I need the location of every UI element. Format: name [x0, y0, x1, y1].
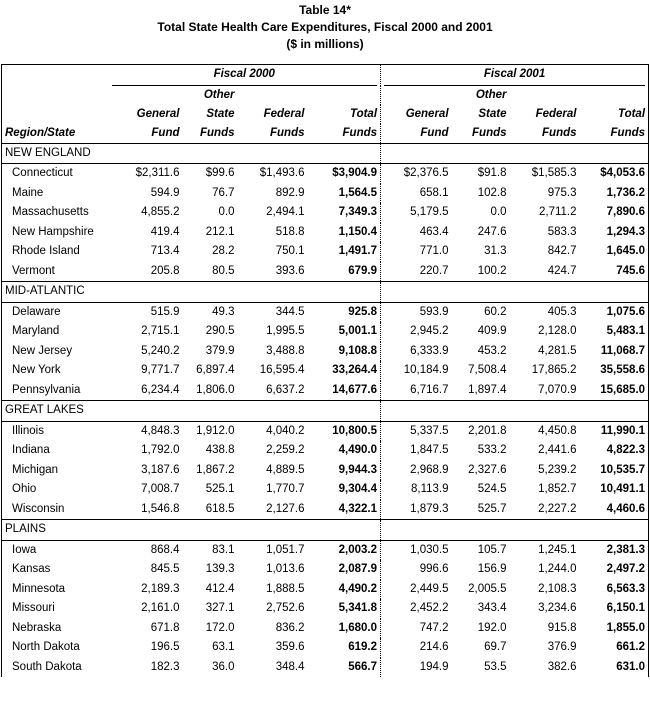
value-cell: 2,161.0 [141, 602, 180, 614]
value-cell: 842.7 [547, 245, 577, 257]
value-cell: 5,483.1 [580, 322, 649, 342]
header-cell: Funds [308, 124, 381, 144]
value-cell: 9,304.4 [308, 480, 381, 500]
table-header [2, 65, 649, 144]
header-cell [510, 86, 580, 105]
value-cell: 379.9 [205, 344, 235, 357]
value-cell: 139.3 [205, 563, 235, 575]
state-name: Illinois [2, 421, 109, 441]
value-cell: 10,491.1 [580, 480, 649, 500]
value-cell: 76.7 [212, 186, 235, 199]
value-cell: 671.8 [150, 621, 180, 634]
value-cell: 63.1 [212, 641, 235, 653]
value-cell: 2,968.9 [410, 463, 449, 476]
table-row [2, 580, 649, 600]
value-cell: 10,800.5 [308, 421, 381, 441]
value-cell: 679.9 [308, 262, 381, 282]
value-cell: 2,752.6 [266, 602, 305, 614]
table-body [2, 143, 649, 677]
table-row [2, 638, 649, 658]
table-title: Total State Health Care Expenditures, Fiscal 2000 and 2001 [157, 20, 493, 34]
value-cell: 2,087.9 [308, 560, 381, 580]
value-cell: 6,637.2 [266, 383, 305, 396]
value-cell: 2,201.8 [468, 424, 507, 437]
value-cell: 343.4 [477, 602, 507, 614]
fiscal-2001-header: Fiscal 2001 [384, 65, 645, 86]
value-cell: 1,736.2 [580, 184, 649, 204]
region-row [2, 143, 649, 164]
state-name: Delaware [2, 302, 109, 322]
table-row [2, 164, 649, 184]
value-cell: 2,189.3 [141, 582, 180, 595]
header-cell [238, 86, 308, 105]
value-cell: 996.6 [419, 563, 449, 575]
table-row [2, 223, 649, 243]
state-name: New York [2, 361, 109, 381]
value-cell: 9,771.7 [141, 364, 180, 376]
value-cell: 6,897.4 [196, 364, 235, 376]
header-cell [2, 105, 109, 124]
value-cell: 69.7 [484, 641, 507, 653]
header-cell [109, 86, 183, 105]
value-cell: 4,490.0 [308, 441, 381, 461]
table-row [2, 599, 649, 619]
value-cell: 4,040.2 [266, 424, 305, 437]
value-cell: 2,327.6 [468, 463, 507, 476]
value-cell: $2,376.5 [403, 167, 449, 179]
state-name: Nebraska [2, 619, 109, 639]
value-cell: 4,322.1 [308, 500, 381, 520]
value-cell: 1,546.8 [141, 502, 180, 515]
state-name: Vermont [2, 262, 109, 282]
state-name: Maryland [2, 322, 109, 342]
value-cell: 1,806.0 [196, 383, 235, 396]
value-cell: 518.8 [275, 225, 305, 238]
value-cell: 49.3 [212, 305, 235, 318]
value-cell: 7,890.6 [580, 203, 649, 223]
value-cell: 1,867.2 [196, 463, 235, 476]
table-row [2, 658, 649, 678]
value-cell: 1,879.3 [410, 502, 449, 515]
value-cell: 33,264.4 [308, 361, 381, 381]
value-cell: 658.1 [419, 186, 449, 199]
region-name: PLAINS [2, 520, 109, 541]
table-row [2, 262, 649, 282]
value-cell: 7,349.3 [308, 203, 381, 223]
value-cell: 1,792.0 [141, 444, 180, 456]
value-cell: 412.4 [205, 582, 235, 595]
state-name: Ohio [2, 480, 109, 500]
value-cell: 1,897.4 [468, 383, 507, 396]
value-cell: 1,075.6 [580, 302, 649, 322]
value-cell: 661.2 [580, 638, 649, 658]
value-cell: 60.2 [484, 305, 507, 318]
header-cell: State [478, 107, 507, 120]
state-name: Minnesota [2, 580, 109, 600]
value-cell: $3,904.9 [308, 164, 381, 184]
value-cell: 868.4 [150, 543, 180, 556]
state-name: North Dakota [2, 638, 109, 658]
value-cell: 156.9 [477, 563, 507, 575]
value-cell: $2,311.6 [135, 167, 180, 179]
state-name: Missouri [2, 599, 109, 619]
value-cell: 713.4 [150, 245, 180, 257]
value-cell: 7,070.9 [538, 383, 577, 396]
value-cell: $91.8 [477, 167, 507, 179]
value-cell: 1,150.4 [308, 223, 381, 243]
table-row [2, 361, 649, 381]
value-cell: 4,822.3 [580, 441, 649, 461]
value-cell: 1,680.0 [308, 619, 381, 639]
value-cell: 845.5 [150, 563, 180, 575]
value-cell: 348.4 [275, 660, 305, 673]
value-cell: 4,855.2 [141, 206, 180, 218]
state-name: Maine [2, 184, 109, 204]
value-cell: 2,497.2 [580, 560, 649, 580]
value-cell: 194.9 [419, 660, 449, 673]
value-cell: 80.5 [212, 264, 235, 277]
value-cell: 4,450.8 [538, 424, 577, 437]
value-cell: 525.7 [477, 502, 507, 515]
value-cell: 925.8 [308, 302, 381, 322]
state-name: Connecticut [2, 164, 109, 184]
table-row [2, 302, 649, 322]
value-cell: 35,558.6 [580, 361, 649, 381]
state-name: Indiana [2, 441, 109, 461]
value-cell: 327.1 [205, 602, 235, 614]
value-cell: 214.6 [419, 641, 449, 653]
value-cell: 463.4 [419, 225, 449, 238]
value-cell: 205.8 [150, 264, 180, 277]
value-cell: 5,341.8 [308, 599, 381, 619]
value-cell: 2,381.3 [580, 540, 649, 560]
header-cell: Federal [535, 107, 577, 120]
value-cell: 10,184.9 [403, 364, 449, 376]
header-cell: Total [308, 105, 381, 124]
value-cell: 424.7 [547, 264, 577, 277]
value-cell: 1,030.5 [410, 543, 449, 556]
value-cell: 1,770.7 [266, 483, 305, 495]
value-cell: 105.7 [477, 543, 507, 556]
region-name: GREAT LAKES [2, 401, 109, 422]
value-cell: 438.8 [205, 444, 235, 456]
value-cell: 747.2 [419, 621, 449, 634]
value-cell: 2,127.6 [266, 502, 305, 515]
value-cell: 915.8 [547, 621, 577, 634]
header-cell: Funds [452, 124, 510, 144]
value-cell: 1,013.6 [266, 563, 305, 575]
value-cell: 5,239.2 [538, 463, 577, 476]
value-cell: 100.2 [477, 264, 507, 277]
header-cell: General [405, 107, 449, 120]
region-name: MID-ATLANTIC [2, 282, 109, 303]
region-row [2, 520, 649, 541]
value-cell: 2,711.2 [539, 206, 577, 218]
value-cell: 290.5 [205, 325, 235, 337]
value-cell: 566.7 [308, 658, 381, 678]
value-cell: 975.3 [547, 186, 577, 199]
table-row [2, 540, 649, 560]
value-cell: 1,051.7 [266, 543, 305, 556]
header-cell: Other [475, 88, 507, 101]
expenditures-table [1, 64, 649, 677]
table-row [2, 203, 649, 223]
header-cell: Other [203, 88, 235, 101]
value-cell: 9,944.3 [308, 461, 381, 481]
value-cell: 4,889.5 [266, 463, 305, 476]
header-cell: Total [580, 105, 649, 124]
value-cell: 102.8 [477, 186, 507, 199]
header-cell: Funds [238, 124, 308, 144]
table-row [2, 322, 649, 342]
value-cell: 5,179.5 [410, 206, 449, 218]
value-cell: 2,441.6 [538, 444, 577, 456]
value-cell: 11,990.1 [580, 421, 649, 441]
value-cell: 836.2 [275, 621, 305, 634]
value-cell: 182.3 [150, 660, 180, 673]
value-cell: $99.6 [205, 167, 235, 179]
value-cell: $4,053.6 [580, 164, 649, 184]
value-cell: 1,294.3 [580, 223, 649, 243]
header-cell: Fund [381, 124, 452, 144]
value-cell: 6,563.3 [580, 580, 649, 600]
value-cell: 10,535.7 [580, 461, 649, 481]
value-cell: 1,245.1 [538, 543, 577, 556]
state-name: New Hampshire [2, 223, 109, 243]
value-cell: 53.5 [484, 660, 507, 673]
state-name: New Jersey [2, 342, 109, 362]
value-cell: 2,003.2 [308, 540, 381, 560]
header-cell: State [206, 107, 235, 120]
value-cell: 1,645.0 [580, 242, 649, 262]
value-cell: 376.9 [547, 641, 577, 653]
value-cell: 6,333.9 [410, 344, 449, 357]
value-cell: 9,108.8 [308, 342, 381, 362]
value-cell: 344.5 [275, 305, 305, 318]
header-cell [381, 86, 452, 105]
region-row [2, 282, 649, 303]
value-cell: 405.3 [547, 305, 577, 318]
header-cell: Funds [580, 124, 649, 144]
table-number: Table 14* [299, 3, 351, 17]
value-cell: 5,240.2 [141, 344, 180, 357]
value-cell: 4,281.5 [538, 344, 577, 357]
region-row [2, 401, 649, 422]
value-cell: 192.0 [477, 621, 507, 634]
value-cell: 3,187.6 [141, 463, 180, 476]
value-cell: 393.6 [275, 264, 305, 277]
value-cell: 525.1 [205, 483, 235, 495]
state-name: Michigan [2, 461, 109, 481]
value-cell: 7,008.7 [141, 483, 180, 495]
value-cell: 14,677.6 [308, 381, 381, 401]
table-row [2, 242, 649, 262]
value-cell: 17,865.2 [531, 364, 577, 376]
value-cell: 2,128.0 [538, 325, 577, 337]
value-cell: 83.1 [212, 543, 235, 556]
value-cell: 453.2 [477, 344, 507, 357]
value-cell: 1,564.5 [308, 184, 381, 204]
value-cell: 1,491.7 [308, 242, 381, 262]
value-cell: 196.5 [150, 641, 180, 653]
table-row [2, 184, 649, 204]
value-cell: 2,494.1 [266, 206, 305, 218]
value-cell: 619.2 [308, 638, 381, 658]
table-row [2, 461, 649, 481]
header-cell: General [136, 107, 180, 120]
table-row [2, 619, 649, 639]
region-name: NEW ENGLAND [2, 143, 109, 164]
value-cell: 594.9 [150, 186, 180, 199]
value-cell: 6,234.4 [141, 383, 180, 396]
value-cell: 5,001.1 [308, 322, 381, 342]
state-name: Pennsylvania [2, 381, 109, 401]
value-cell: 419.4 [150, 225, 180, 238]
state-name: Wisconsin [2, 500, 109, 520]
value-cell: 1,888.5 [266, 582, 305, 595]
value-cell: 618.5 [205, 502, 235, 515]
value-cell: 1,244.0 [538, 563, 577, 575]
value-cell: 6,716.7 [410, 383, 449, 396]
header-cell [308, 86, 381, 105]
state-name: Iowa [2, 540, 109, 560]
value-cell: 515.9 [150, 305, 180, 318]
value-cell: 172.0 [205, 621, 235, 634]
header-cell: Federal [263, 107, 305, 120]
value-cell: 0.0 [490, 206, 507, 218]
value-cell: 382.6 [547, 660, 577, 673]
table-row [2, 421, 649, 441]
value-cell: 2,259.2 [266, 444, 305, 456]
value-cell: 409.9 [477, 325, 507, 337]
value-cell: 28.2 [212, 245, 235, 257]
value-cell: 1,852.7 [538, 483, 577, 495]
value-cell: 1,855.0 [580, 619, 649, 639]
state-name: Massachusetts [2, 203, 109, 223]
value-cell: 750.1 [275, 245, 305, 257]
value-cell: 247.6 [477, 225, 507, 238]
table-row [2, 480, 649, 500]
value-cell: 4,490.2 [308, 580, 381, 600]
value-cell: 2,108.3 [538, 582, 577, 595]
value-cell: 16,595.4 [259, 364, 305, 376]
value-cell: 533.2 [477, 444, 507, 456]
value-cell: 31.3 [484, 245, 507, 257]
value-cell: 4,848.3 [141, 424, 180, 437]
value-cell: 524.5 [477, 483, 507, 495]
value-cell: 1,912.0 [196, 424, 235, 437]
value-cell: 36.0 [212, 660, 235, 673]
value-cell: 220.7 [419, 264, 449, 277]
value-cell: 2,452.2 [410, 602, 449, 614]
value-cell: 11,068.7 [580, 342, 649, 362]
value-cell: 593.9 [419, 305, 449, 318]
value-cell: 4,460.6 [580, 500, 649, 520]
table-row [2, 441, 649, 461]
fiscal-2000-header: Fiscal 2000 [112, 65, 378, 86]
header-cell: Fund [109, 124, 183, 144]
value-cell: 583.3 [547, 225, 577, 238]
value-cell: 2,227.2 [538, 502, 577, 515]
table-row [2, 342, 649, 362]
value-cell: 212.1 [205, 225, 235, 238]
table-row [2, 560, 649, 580]
table-units: ($ in millions) [286, 37, 364, 51]
state-name: Kansas [2, 560, 109, 580]
state-name: South Dakota [2, 658, 109, 678]
value-cell: 771.0 [419, 245, 449, 257]
value-cell: 15,685.0 [580, 381, 649, 401]
value-cell: 2,715.1 [141, 325, 180, 337]
state-name: Rhode Island [2, 242, 109, 262]
value-cell: 3,234.6 [538, 602, 577, 614]
header-cell: Funds [510, 124, 580, 144]
value-cell: 0.0 [218, 206, 235, 218]
value-cell: 2,449.5 [410, 582, 449, 595]
value-cell: 1,847.5 [410, 444, 449, 456]
value-cell: 359.6 [275, 641, 305, 653]
value-cell: 2,005.5 [468, 582, 507, 595]
value-cell: 631.0 [580, 658, 649, 678]
value-cell: 7,508.4 [468, 364, 507, 376]
value-cell: 2,945.2 [410, 325, 449, 337]
header-cell [580, 86, 649, 105]
value-cell: $1,493.6 [259, 167, 305, 179]
value-cell: 3,488.8 [266, 344, 305, 357]
value-cell: 1,995.5 [266, 325, 305, 337]
table-row [2, 500, 649, 520]
value-cell: 8,113.9 [411, 483, 449, 495]
table-title-block [0, 0, 650, 64]
value-cell: $1,585.3 [531, 167, 577, 179]
value-cell: 892.9 [275, 186, 305, 199]
header-cell: Funds [183, 124, 238, 144]
header-cell [2, 86, 109, 105]
header-cell: Region/State [2, 124, 109, 144]
value-cell: 5,337.5 [410, 424, 449, 437]
table-row [2, 381, 649, 401]
value-cell: 745.6 [580, 262, 649, 282]
value-cell: 6,150.1 [580, 599, 649, 619]
